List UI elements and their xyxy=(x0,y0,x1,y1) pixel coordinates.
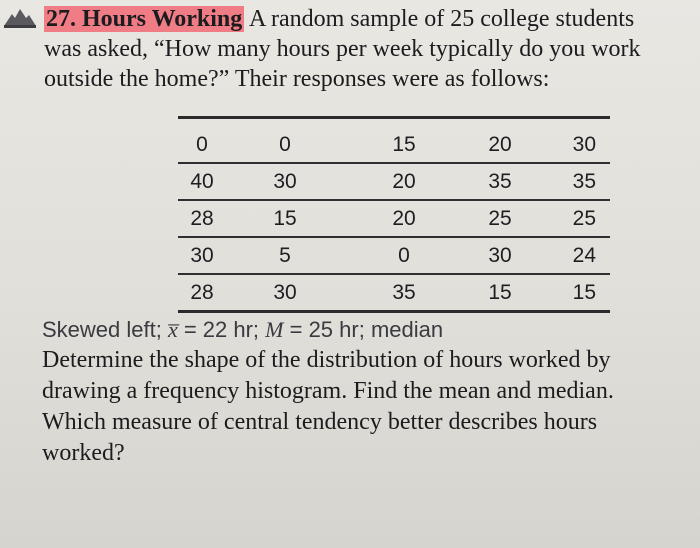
table-cell: 15 xyxy=(572,280,596,304)
problem-statement xyxy=(44,4,694,94)
table-cell: 35 xyxy=(572,169,596,193)
table-cell: 30 xyxy=(273,280,297,304)
table-cell: 5 xyxy=(279,243,291,267)
table-cell: 20 xyxy=(392,206,416,230)
problem-line-2: was asked, “How many hours per week typically do you work xyxy=(44,36,641,62)
question-line-1: Determine the shape of the distribution of hours worked by xyxy=(42,347,611,373)
table-cell: 25 xyxy=(572,206,596,230)
mean-symbol: x̅ xyxy=(167,317,178,342)
question-line-2: drawing a frequency histogram. Find the mean and median. xyxy=(42,378,614,404)
table-cell: 40 xyxy=(190,169,214,193)
table-cell: 15 xyxy=(273,206,297,230)
answer-text-3: = 25 hr; median xyxy=(283,317,444,342)
table-row xyxy=(178,164,610,201)
table-cell: 0 xyxy=(279,132,291,156)
table-row xyxy=(178,238,610,275)
question-text xyxy=(42,345,692,469)
table-cell: 15 xyxy=(488,280,512,304)
problem-text-1: A random sample of 25 college students xyxy=(244,6,635,32)
responses-table xyxy=(178,116,610,313)
table-cell: 30 xyxy=(273,169,297,193)
exercise-icon xyxy=(2,6,38,28)
table-cell: 15 xyxy=(392,132,416,156)
answer-note xyxy=(42,317,443,343)
table-cell: 20 xyxy=(488,132,512,156)
problem-number-title: 27. Hours Working xyxy=(46,6,243,32)
table-cell: 25 xyxy=(488,206,512,230)
table-cell: 24 xyxy=(572,243,596,267)
table-row xyxy=(178,201,610,238)
problem-line-3: outside the home?” Their responses were as follows: xyxy=(44,66,550,92)
table-row xyxy=(178,275,610,313)
answer-text-2: = 22 hr; xyxy=(177,317,266,342)
median-symbol: M xyxy=(265,317,284,342)
problem-line-1 xyxy=(44,4,694,34)
table-cell: 0 xyxy=(398,243,410,267)
table-top-rule xyxy=(178,116,610,119)
answer-text-1: Skewed left; xyxy=(42,317,168,342)
question-line-3: Which measure of central tendency better describes hours xyxy=(42,409,598,435)
table-cell: 30 xyxy=(572,132,596,156)
table-cell: 30 xyxy=(488,243,512,267)
table-cell: 35 xyxy=(392,280,416,304)
table-cell: 30 xyxy=(190,243,214,267)
table-cell: 28 xyxy=(190,206,214,230)
table-cell: 20 xyxy=(392,169,416,193)
table-row xyxy=(178,127,610,164)
question-line-4: worked? xyxy=(42,440,125,466)
table-cell: 0 xyxy=(196,132,208,156)
table-cell: 28 xyxy=(190,280,214,304)
table-cell: 35 xyxy=(488,169,512,193)
